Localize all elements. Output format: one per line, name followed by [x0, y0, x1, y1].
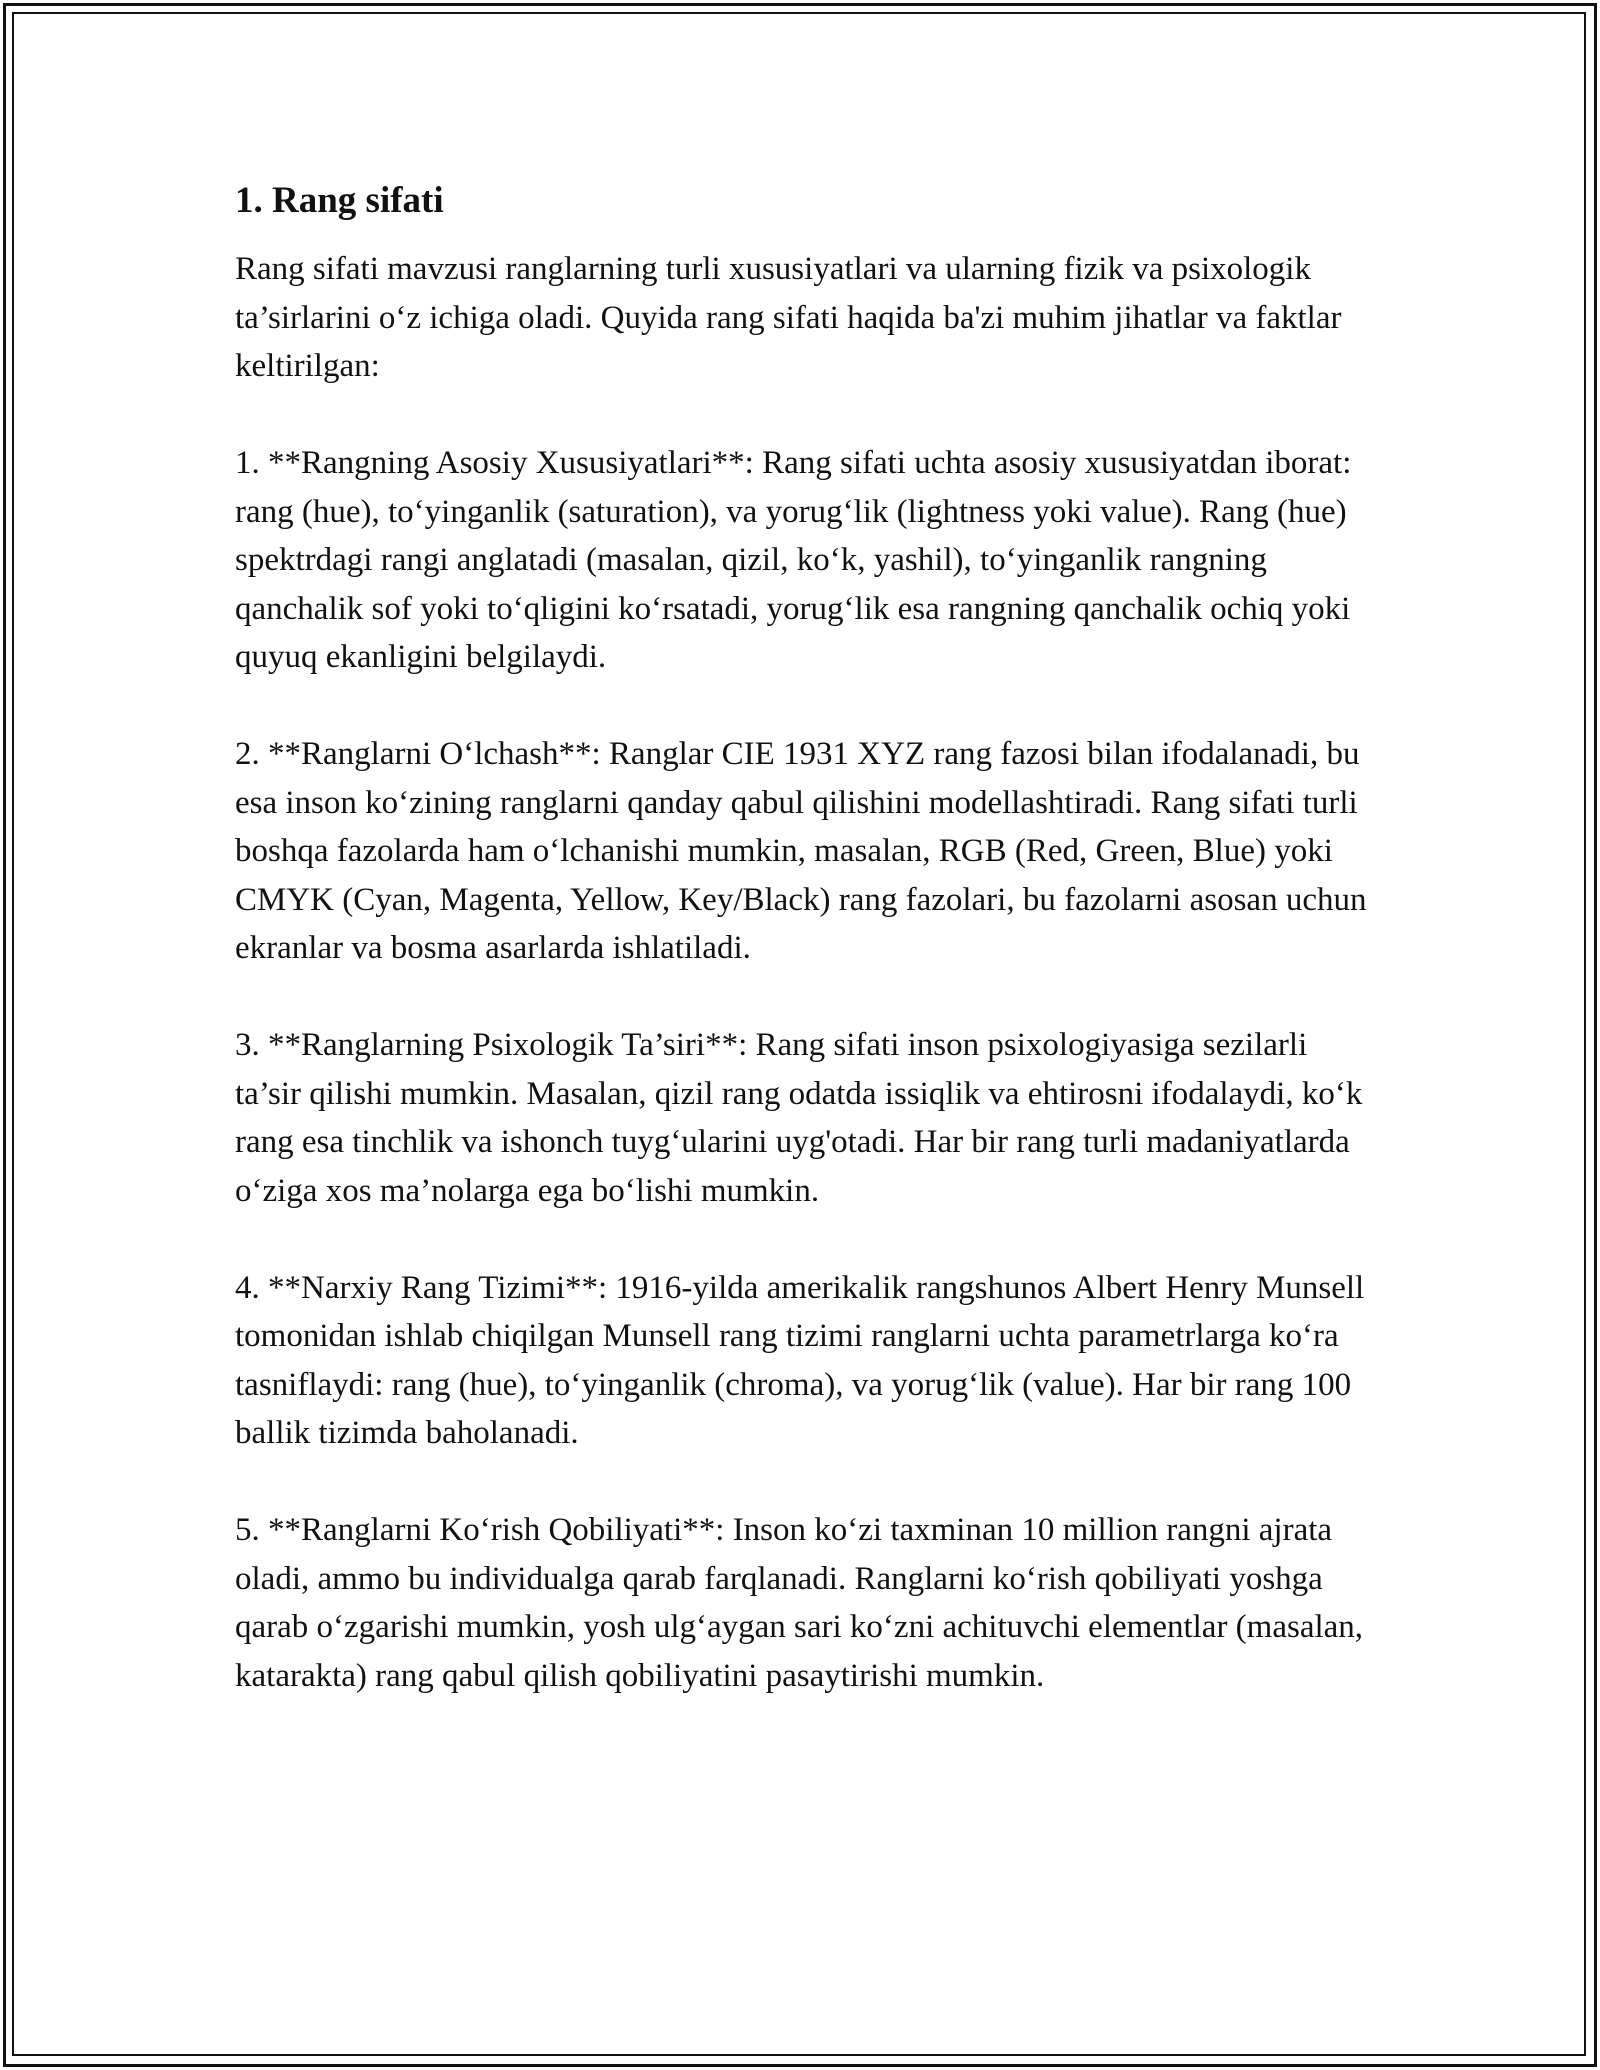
paragraph-color-system: 4. **Narxiy Rang Tizimi**: 1916-yilda amerikalik rangshunos Albert Henry Munsell tomonidan ishlab chiqilgan Munsell rang tizimi ranglarni uchta parametrlarga ko‘ra tasniflaydi: rang (hue), to‘yinganlik (chroma), va yorug‘lik (value). Har bir rang 100 ballik tizimda baholanadi. [235, 1269, 1365, 1452]
intro-paragraph: Rang sifati mavzusi ranglarning turli xususiyatlari va ularning fizik va psixologik ta’sirlarini o‘z ichiga oladi. Quyida rang sifati haqida ba'zi muhim jihatlar va faktlar keltirilgan: [235, 251, 1342, 385]
section-title: 1. Rang sifati [235, 180, 444, 221]
document-body [235, 178, 1375, 1749]
paragraph-basic-properties: 1. **Rangning Asosiy Xususiyatlari**: Rang sifati uchta asosiy xususiyatdan iborat: rang (hue), to‘yinganlik (saturation), va yorug‘lik (lightness yoki value). Rang (hue) spektrdagi rangi anglatadi (masalan, qizil, ko‘k, yashil), to‘yinganlik rangning qanchalik sof yoki to‘qligini ko‘rsatadi, yorug‘lik esa rangning qanchalik ochiq yoki quyuq ekanligini belgilaydi. [235, 445, 1352, 676]
paragraph-psychological-effect: 3. **Ranglarning Psixologik Ta’siri**: Rang sifati inson psixologiyasiga sezilarli ta’sir qilishi mumkin. Masalan, qizil rang odatda issiqlik va ehtirosni ifodalaydi, ko‘k rang esa tinchlik va ishonch tuyg‘ularini uyg'otadi. Har bir rang turli madaniyatlarda o‘ziga xos ma’nolarga ega bo‘lishi mumkin. [235, 1027, 1363, 1209]
paragraph-color-vision: 5. **Ranglarni Ko‘rish Qobiliyati**: Inson ko‘zi taxminan 10 million rangni ajrata oladi, ammo bu individualga qarab farqlanadi. Ranglarni ko‘rish qobiliyati yoshga qarab o‘zgarishi mumkin, yosh ulg‘aygan sari ko‘zni achituvchi elementlar (masalan, katarakta) rang qabul qilish qobiliyatini pasaytirishi mumkin. [235, 1512, 1364, 1694]
paragraph-measuring-colors: 2. **Ranglarni O‘lchash**: Ranglar CIE 1931 XYZ rang fazosi bilan ifodalanadi, bu esa inson ko‘zining ranglarni qanday qabul qilishini modellashtiradi. Rang sifati turli boshqa fazolarda ham o‘lchanishi mumkin, masalan, RGB (Red, Green, Blue) yoki CMYK (Cyan, Magenta, Yellow, Key/Black) rang fazolari, bu fazolarni asosan uchun ekranlar va bosma asarlarda ishlatiladi. [235, 736, 1367, 967]
